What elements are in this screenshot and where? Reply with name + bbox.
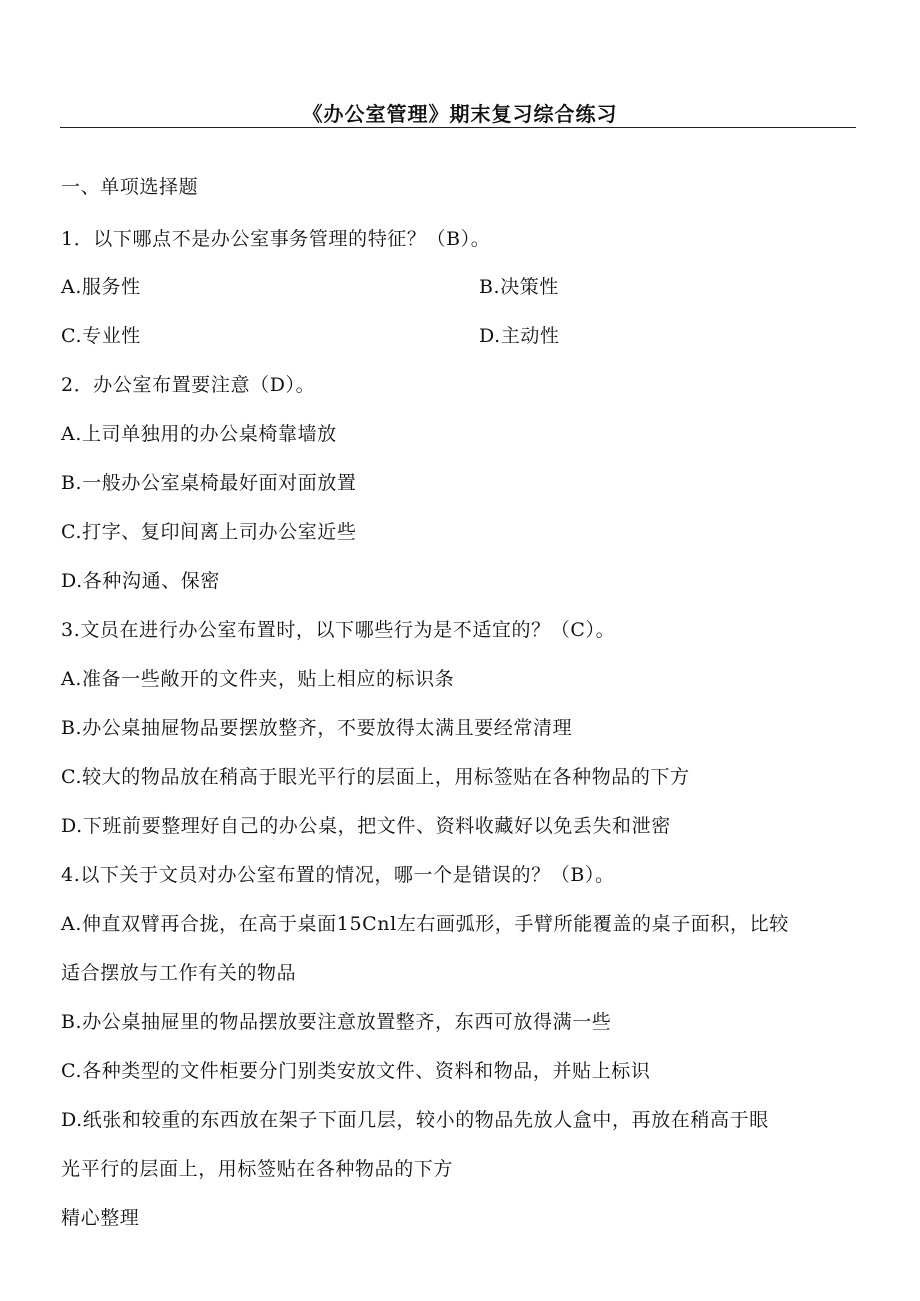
question-2-option-b: B.一般办公室桌椅最好面对面放置 bbox=[61, 472, 357, 494]
question-2-option-c: C.打字、复印间离上司办公室近些 bbox=[61, 521, 357, 543]
question-2-stem: 2．办公室布置要注意（D）。 bbox=[61, 374, 316, 396]
question-4-option-a-line-1: A.伸直双臂再合拢，在高于桌面15Cnl左右画弧形，手臂所能覆盖的桌子面积，比较 bbox=[61, 913, 789, 935]
question-3-stem: 3.文员在进行办公室布置时，以下哪些行为是不适宜的？（C）。 bbox=[61, 619, 616, 641]
question-1-option-b: B.决策性 bbox=[479, 276, 560, 298]
question-4-option-c: C.各种类型的文件柜要分门别类安放文件、资料和物品，并贴上标识 bbox=[61, 1060, 651, 1082]
question-1-option-c: C.专业性 bbox=[61, 325, 141, 347]
question-1-stem: 1．以下哪点不是办公室事务管理的特征？（B）。 bbox=[61, 228, 491, 250]
question-2-option-d: D.各种沟通、保密 bbox=[61, 570, 220, 592]
document-title: 《办公室管理》期末复习综合练习 bbox=[302, 102, 618, 126]
section-heading: 一、单项选择题 bbox=[61, 176, 199, 198]
question-3-option-b: B.办公桌抽屉物品要摆放整齐，不要放得太满且要经常清理 bbox=[61, 717, 573, 739]
question-3-option-a: A.准备一些敞开的文件夹，贴上相应的标识条 bbox=[61, 668, 455, 690]
title-underline bbox=[60, 127, 856, 128]
question-3-option-d: D.下班前要整理好自己的办公桌，把文件、资料收藏好以免丢失和泄密 bbox=[61, 815, 671, 837]
question-1-option-d: D.主动性 bbox=[479, 325, 560, 347]
footer-note: 精心整理 bbox=[61, 1207, 140, 1229]
question-4-option-d-line-2: 光平行的层面上，用标签贴在各种物品的下方 bbox=[61, 1158, 454, 1180]
question-2-option-a: A.上司单独用的办公桌椅靠墙放 bbox=[61, 423, 337, 445]
question-4-stem: 4.以下关于文员对办公室布置的情况，哪一个是错误的？（B）。 bbox=[61, 864, 615, 886]
question-1-option-a: A.服务性 bbox=[61, 276, 141, 298]
question-4-option-a-line-2: 适合摆放与工作有关的物品 bbox=[61, 962, 297, 984]
question-4-option-b: B.办公桌抽屉里的物品摆放要注意放置整齐，东西可放得满一些 bbox=[61, 1011, 612, 1033]
question-3-option-c: C.较大的物品放在稍高于眼光平行的层面上，用标签贴在各种物品的下方 bbox=[61, 766, 690, 788]
question-4-option-d-line-1: D.纸张和较重的东西放在架子下面几层，较小的物品先放人盒中，再放在稍高于眼 bbox=[61, 1109, 769, 1131]
